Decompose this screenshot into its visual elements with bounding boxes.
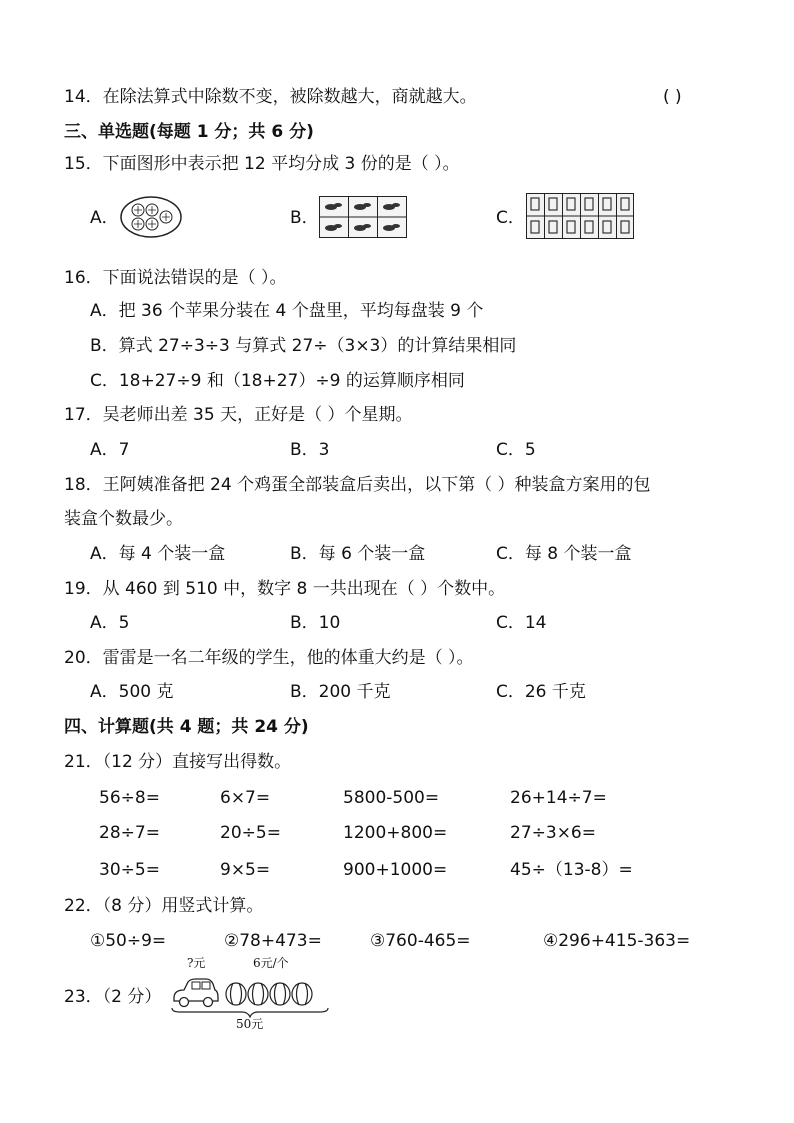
q21-item: 6×7=: [220, 788, 271, 808]
q21-item: 26+14÷7=: [510, 788, 607, 808]
q21-item: 1200+800=: [343, 823, 448, 843]
q23-ball-price: 6元/个: [253, 956, 289, 970]
q21-item: 45÷（13-8）=: [510, 860, 633, 880]
q20-stem: 20．雷雷是一名二年级的学生，他的体重大约是（ ）。: [64, 648, 474, 668]
q21-item: 56÷8=: [99, 788, 160, 808]
q21-item: 27÷3×6=: [510, 823, 596, 843]
q18-option-a[interactable]: A．每 4 个装一盒: [90, 544, 226, 564]
q23-stem: 23．（2 分）: [64, 987, 162, 1007]
q20-option-c[interactable]: C．26 千克: [496, 682, 586, 702]
q15-option-a-oval-image[interactable]: [119, 195, 183, 239]
q17-option-a[interactable]: A．7: [90, 440, 130, 460]
q23-car-and-balls-image: [170, 970, 330, 1018]
q21-item: 5800-500=: [343, 788, 440, 808]
section4-title: 四、计算题(共 4 题；共 24 分): [64, 717, 309, 737]
q17-option-c[interactable]: C．5: [496, 440, 536, 460]
q21-item: 28÷7=: [99, 823, 160, 843]
q16-option-a[interactable]: A．把 36 个苹果分装在 4 个盘里，平均每盘装 9 个: [90, 301, 484, 321]
q17-stem: 17．吴老师出差 35 天，正好是（ ）个星期。: [64, 405, 413, 425]
q18-stem-line1: 18．王阿姨准备把 24 个鸡蛋全部装盒后卖出，以下第（ ）种装盒方案用的包: [64, 475, 651, 495]
q19-option-b[interactable]: B．10: [290, 613, 341, 633]
q21-item: 900+1000=: [343, 860, 448, 880]
q23-total: 50元: [236, 1017, 264, 1031]
q23-car-price: ?元: [187, 956, 206, 970]
q15-option-c-grid-image[interactable]: [526, 193, 634, 239]
q15-stem: 15．下面图形中表示把 12 平均分成 3 份的是（ ）。: [64, 154, 460, 174]
q22-item: ④296+415-363=: [543, 931, 691, 951]
q22-stem: 22．（8 分）用竖式计算。: [64, 896, 264, 916]
q18-stem-line2: 装盒个数最少。: [64, 509, 183, 529]
q14-answer-blank[interactable]: ( ): [663, 87, 682, 107]
q16-option-c[interactable]: C．18+27÷9 和（18+27）÷9 的运算顺序相同: [90, 371, 465, 391]
q15-option-b-label[interactable]: B．: [290, 208, 319, 228]
section3-title: 三、单选题(每题 1 分；共 6 分): [64, 122, 314, 142]
q22-item: ②78+473=: [224, 931, 322, 951]
q14-stem: 14．在除法算式中除数不变，被除数越大，商就越大。: [64, 87, 477, 107]
q19-option-c[interactable]: C．14: [496, 613, 547, 633]
q17-option-b[interactable]: B．3: [290, 440, 330, 460]
q18-option-b[interactable]: B．每 6 个装一盒: [290, 544, 426, 564]
q18-option-c[interactable]: C．每 8 个装一盒: [496, 544, 632, 564]
q21-item: 9×5=: [220, 860, 271, 880]
q20-option-a[interactable]: A．500 克: [90, 682, 174, 702]
q21-item: 20÷5=: [220, 823, 281, 843]
q21-stem: 21．（12 分）直接写出得数。: [64, 752, 292, 772]
q19-stem: 19．从 460 到 510 中，数字 8 一共出现在（ ）个数中。: [64, 579, 506, 599]
q21-item: 30÷5=: [99, 860, 160, 880]
q16-stem: 16．下面说法错误的是（ ）。: [64, 268, 287, 288]
q15-option-c-label[interactable]: C．: [496, 208, 525, 228]
q15-option-a-label[interactable]: A．: [90, 208, 119, 228]
q16-option-b[interactable]: B．算式 27÷3÷3 与算式 27÷（3×3）的计算结果相同: [90, 336, 517, 356]
q22-item: ①50÷9=: [90, 931, 167, 951]
q20-option-b[interactable]: B．200 千克: [290, 682, 391, 702]
q19-option-a[interactable]: A．5: [90, 613, 130, 633]
q15-option-b-grid-image[interactable]: [319, 196, 407, 238]
q22-item: ③760-465=: [370, 931, 471, 951]
